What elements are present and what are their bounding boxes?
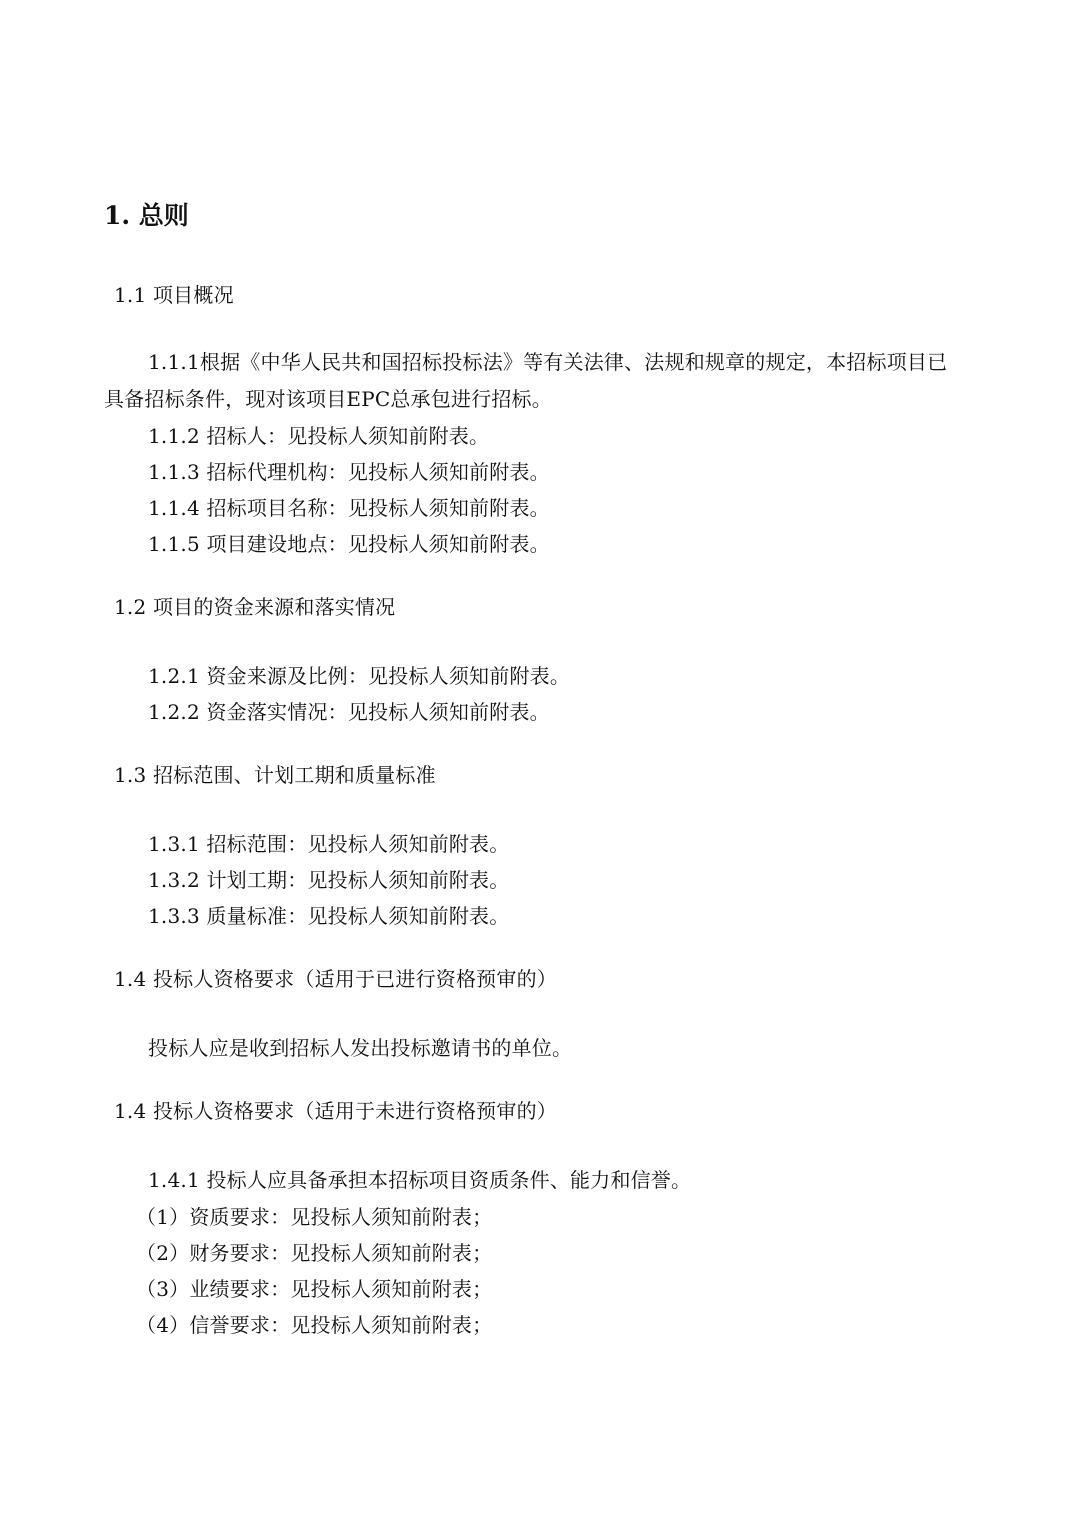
- paragraph-1-4-1: 1.4.1 投标人应具备承担本招标项目资质条件、能力和信誉。: [148, 1168, 692, 1192]
- paragraph-1-1-4: 1.1.4 招标项目名称：见投标人须知前附表。: [148, 496, 550, 520]
- paragraph-1-1-1-line-2: 具备招标条件，现对该项目EPC总承包进行招标。: [104, 387, 552, 411]
- section-heading-general: 1. 总则: [104, 201, 189, 230]
- paragraph-1-1-1-line-1: 1.1.1根据《中华人民共和国招标投标法》等有关法律、法规和规章的规定，本招标项目已: [148, 350, 948, 374]
- list-item-qualification: （1）资质要求：见投标人须知前附表；: [136, 1205, 493, 1229]
- list-item-reputation: （4）信誉要求：见投标人须知前附表；: [136, 1313, 493, 1337]
- paragraph-1-2-1: 1.2.1 资金来源及比例：见投标人须知前附表。: [148, 664, 571, 688]
- paragraph-1-1-3: 1.1.3 招标代理机构：见投标人须知前附表。: [148, 460, 550, 484]
- paragraph-1-4-prequalified: 投标人应是收到招标人发出投标邀请书的单位。: [148, 1036, 573, 1060]
- section-1-2-title: 1.2 项目的资金来源和落实情况: [114, 595, 396, 619]
- section-1-1-title: 1.1 项目概况: [114, 283, 234, 307]
- section-1-3-title: 1.3 招标范围、计划工期和质量标准: [114, 763, 436, 787]
- list-item-financial: （2）财务要求：见投标人须知前附表；: [136, 1241, 493, 1265]
- section-1-4-prequalified-title: 1.4 投标人资格要求（适用于已进行资格预审的）: [114, 967, 557, 991]
- paragraph-1-1-5: 1.1.5 项目建设地点：见投标人须知前附表。: [148, 532, 550, 556]
- paragraph-1-3-1: 1.3.1 招标范围：见投标人须知前附表。: [148, 832, 510, 856]
- paragraph-1-2-2: 1.2.2 资金落实情况：见投标人须知前附表。: [148, 700, 550, 724]
- paragraph-1-1-2: 1.1.2 招标人：见投标人须知前附表。: [148, 424, 490, 448]
- paragraph-1-3-2: 1.3.2 计划工期：见投标人须知前附表。: [148, 868, 510, 892]
- paragraph-1-3-3: 1.3.3 质量标准：见投标人须知前附表。: [148, 904, 510, 928]
- section-1-4-not-prequalified-title: 1.4 投标人资格要求（适用于未进行资格预审的）: [114, 1099, 557, 1123]
- list-item-performance: （3）业绩要求：见投标人须知前附表；: [136, 1277, 493, 1301]
